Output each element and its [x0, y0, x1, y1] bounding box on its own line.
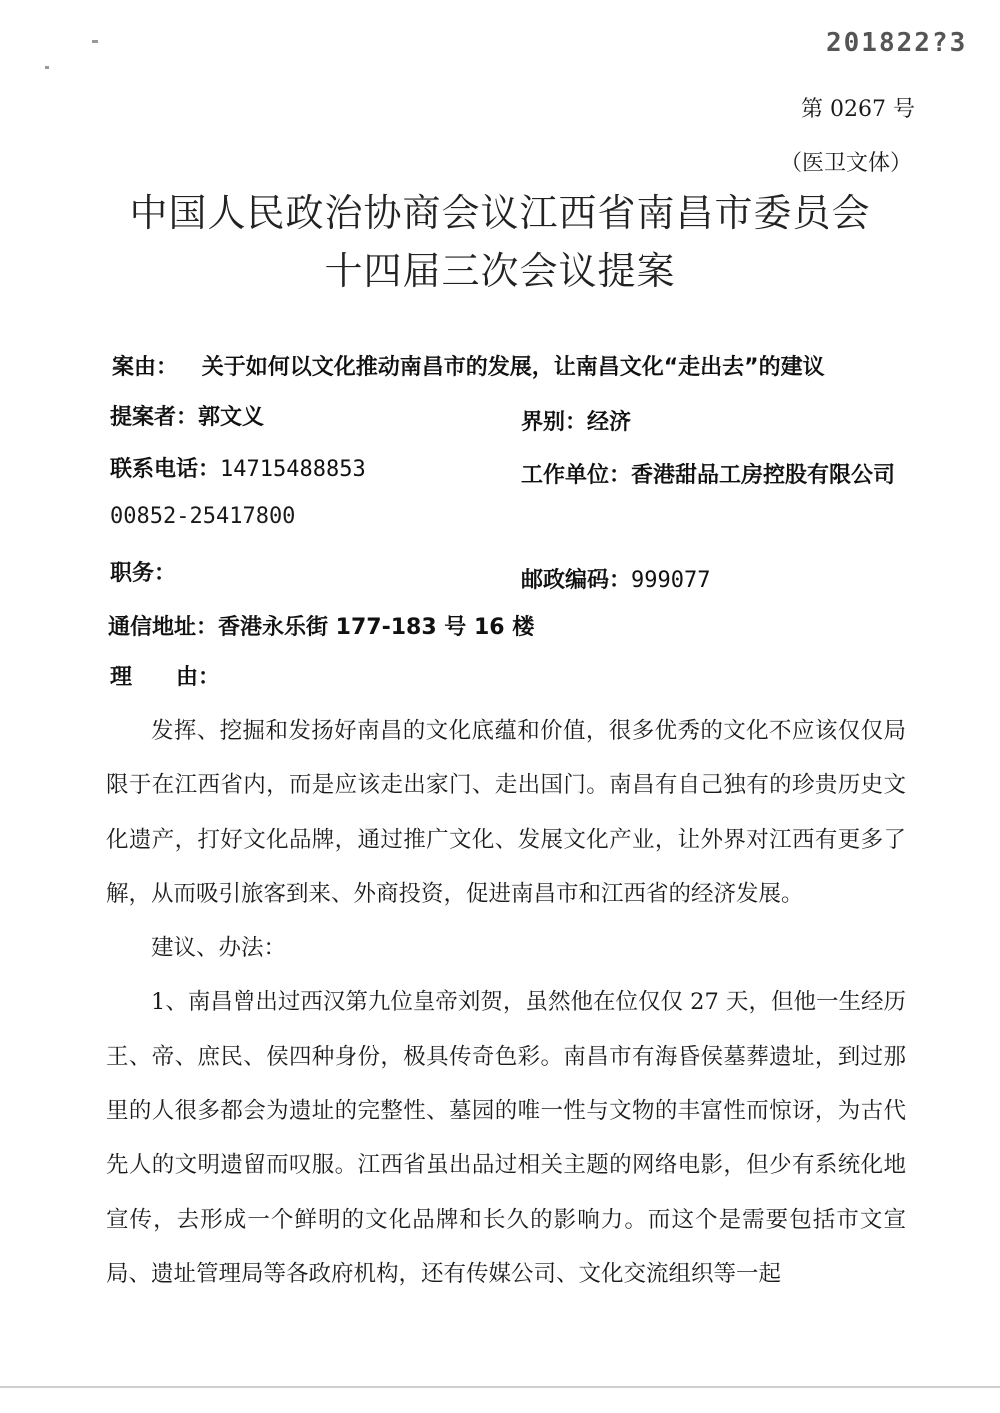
document-number: 第 0267 号 — [801, 97, 915, 122]
subject-row — [112, 350, 825, 381]
phone-row — [110, 452, 366, 483]
postal-row — [521, 563, 711, 594]
employer-value: 香港甜品工房控股有限公司 — [631, 463, 896, 488]
reason-paragraph: 发挥、挖掘和发扬好南昌的文化底蕴和价值，很多优秀的文化不应该仅仅局限于在江西省内，而是应该走出家门、走出国门。南昌有自己独有的珍贵历史文化遗产，打好文化品牌，通过推广文化、发展文化产业，让外界对江西有更多了解，从而吸引旅客到来、外商投资，促进南昌市和江西省的经济发展。 — [106, 718, 906, 907]
sector-row — [521, 405, 631, 436]
position-row — [110, 556, 176, 587]
proposer-value: 郭文义 — [198, 405, 265, 430]
proposal-body — [106, 704, 906, 1301]
suggestions-heading: 建议、办法： — [151, 935, 287, 962]
proposer-row — [110, 400, 264, 431]
position-label: 职务： — [110, 561, 177, 586]
postal-label: 邮政编码： — [521, 568, 632, 593]
phone-value: 14715488853 — [220, 457, 366, 482]
scan-mark — [92, 40, 98, 43]
page-bottom-edge — [0, 1386, 1000, 1388]
postal-value: 999077 — [631, 568, 711, 593]
suggestion-item-1: 1、南昌曾出过西汉第九位皇帝刘贺，虽然他在位仅仅 27 天，但他一生经历王、帝、庶民、侯四种身份，极具传奇色彩。南昌市有海昏侯墓葬遗址，到过那里的人很多都会为遗址的完整性、墓园的唯一性与文物的丰富性而惊讶，为古代先人的文明遗留而叹服。江西省虽出品过相关主题的网络电影，但少有系统化地宣传，去形成一个鲜明的文化品牌和长久的影响力。而这个是需要包括市文宣局、遗址管理局等各政府机构，还有传媒公司、文化交流组织等一起 — [106, 989, 906, 1287]
phone-label: 联系电话： — [110, 457, 221, 482]
document-subtitle: 十四届三次会议提案 — [324, 249, 676, 293]
document-title: 中国人民政治协商会议江西省南昌市委员会 — [129, 191, 871, 235]
proposer-label: 提案者： — [110, 405, 199, 430]
employer-label: 工作单位： — [521, 463, 632, 488]
employer-row — [521, 458, 895, 489]
sector-value: 经济 — [587, 410, 632, 435]
address-value: 香港永乐街 177-183 号 16 楼 — [218, 615, 535, 640]
scan-mark — [45, 66, 49, 69]
received-stamp-number: 201822?3 — [826, 28, 968, 58]
subject-label: 案由： — [112, 355, 179, 380]
address-label: 通信地址： — [108, 615, 219, 640]
proposal-category: （医卫文体） — [779, 151, 912, 176]
phone-value-secondary: 00852-25417800 — [110, 504, 296, 529]
reason-label: 理 由： — [110, 665, 221, 690]
subject-value: 关于如何以文化推动南昌市的发展，让南昌文化“走出去”的建议 — [201, 355, 825, 380]
address-row — [108, 610, 534, 641]
sector-label: 界别： — [521, 410, 588, 435]
